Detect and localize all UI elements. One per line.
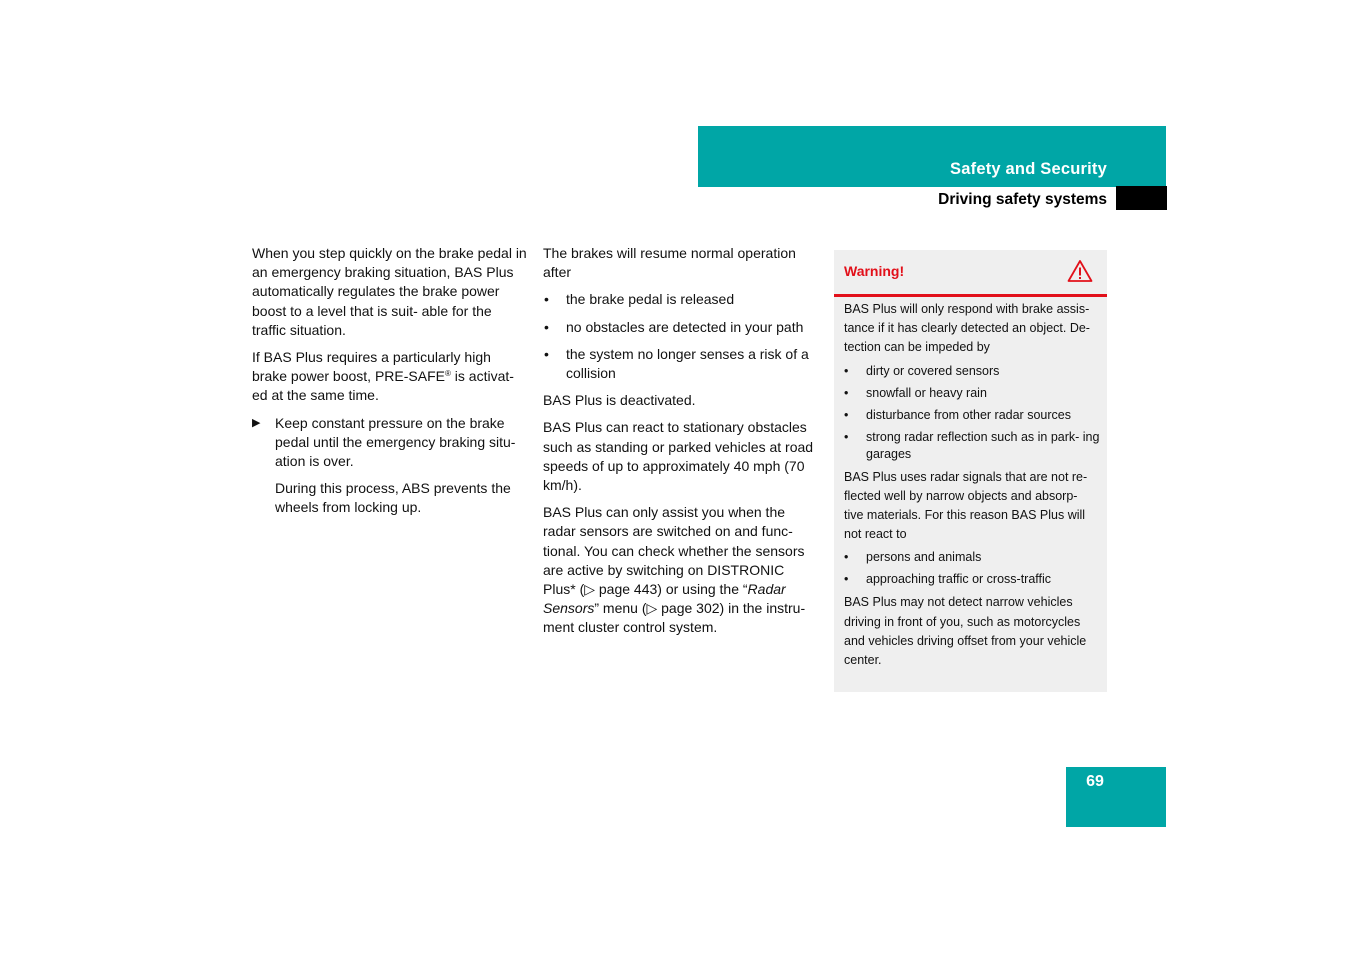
- warning-no-react-list: [844, 549, 1100, 588]
- bullet-icon: •: [844, 429, 849, 444]
- column-middle: [543, 244, 819, 646]
- list-item-text: the brake pedal is released: [566, 291, 735, 308]
- paragraph-deactivated: BAS Plus is deactivated.: [543, 392, 696, 409]
- instruction-step: [252, 414, 528, 472]
- list-item-text: disturbance from other radar sources: [866, 407, 1071, 422]
- warning-paragraph-radar: BAS Plus uses radar signals that are not re- flected well by narrow objects and absorp- tive materials. For this reason BAS Plus will not react to: [844, 469, 1088, 542]
- paragraph-stationary: BAS Plus can react to stationary obstacles such as standing or parked vehicles at road speeds of up to approximately 40 mph (70 km/h).: [543, 419, 814, 494]
- warning-impediments-list: [844, 363, 1100, 463]
- warning-paragraph-narrow-vehicles: BAS Plus may not detect narrow vehicles driving in front of you, such as motorcycles and vehicles driving offset from your vehicle center.: [844, 595, 1087, 668]
- bullet-icon: •: [844, 407, 849, 422]
- pre-safe-text-a: If BAS Plus requires a particularly high brake power boost, PRE-SAFE: [252, 349, 491, 385]
- bullet-icon: •: [544, 345, 549, 362]
- bullet-icon: •: [844, 363, 849, 378]
- list-item: [543, 290, 819, 309]
- list-item: [844, 549, 1100, 566]
- list-item-text: approaching traffic or cross-traffic: [866, 572, 1052, 587]
- section-title: Safety and Security: [950, 160, 1107, 178]
- list-item: [844, 385, 1100, 402]
- bullet-icon: •: [844, 385, 849, 400]
- list-item: [543, 345, 819, 383]
- step-text: Keep constant pressure on the brake pedal until the emergency braking situ- ation is over.: [275, 414, 516, 470]
- paragraph-resume: The brakes will resume normal operation after: [543, 245, 796, 281]
- step-arrow-icon: ▶: [252, 416, 261, 429]
- step-note: During this process, ABS prevents the wheels from locking up.: [275, 480, 511, 516]
- bullet-icon: •: [544, 318, 549, 335]
- page-number-band: [1066, 767, 1166, 827]
- column-left: [252, 244, 528, 526]
- warning-paragraph-detection: BAS Plus will only respond with brake assis- tance if it has clearly detected an object. De- tection can be impeded by: [844, 302, 1090, 355]
- warning-triangle-icon: [1067, 259, 1093, 283]
- list-item-text: persons and animals: [866, 550, 982, 565]
- list-item: [844, 407, 1100, 424]
- list-item-text: dirty or covered sensors: [866, 363, 1000, 378]
- subsection-title: Driving safety systems: [938, 191, 1107, 208]
- list-item-text: the system no longer senses a risk of a collision: [566, 345, 809, 382]
- list-item-text: no obstacles are detected in your path: [566, 318, 804, 335]
- warning-header: [834, 250, 1107, 297]
- registered-mark: ®: [444, 369, 451, 379]
- list-item: [844, 571, 1100, 588]
- warning-box: [834, 250, 1107, 692]
- bullet-icon: •: [844, 572, 849, 587]
- list-item-text: snowfall or heavy rain: [866, 385, 987, 400]
- list-item: [844, 429, 1100, 463]
- paragraph-pre-safe: [252, 348, 528, 406]
- page-number: 69: [1086, 773, 1104, 790]
- list-item: [844, 363, 1100, 380]
- radar-assist-text-b: ” menu (▷ page 302) in the instru- ment cluster control system.: [543, 600, 806, 636]
- pre-safe-text-b: is activat- ed at the same time.: [252, 368, 514, 404]
- radar-assist-text-a: BAS Plus can only assist you when the radar sensors are switched on and func- tional. You can check whether the sensors are active by switching on DISTRONIC Plus* (▷ page 443) or using the “: [543, 504, 805, 598]
- paragraph-emergency-braking: When you step quickly on the brake pedal in an emergency braking situation, BAS Plus automatically regulates the brake power boost to a level that is suit- able for the traffic situation.: [252, 245, 527, 338]
- warning-title: Warning!: [844, 263, 905, 279]
- bullet-icon: •: [844, 550, 849, 565]
- warning-body: [844, 300, 1100, 675]
- paragraph-radar-assist: [543, 503, 819, 637]
- bullet-icon: •: [544, 291, 549, 308]
- resume-conditions-list: [543, 290, 819, 383]
- radar-sensors-menu-name: Radar Sensors: [543, 581, 786, 617]
- list-item-text: strong radar reflection such as in park- ing garages: [866, 429, 1100, 461]
- list-item: [543, 318, 819, 337]
- section-tab-marker: [1116, 186, 1167, 210]
